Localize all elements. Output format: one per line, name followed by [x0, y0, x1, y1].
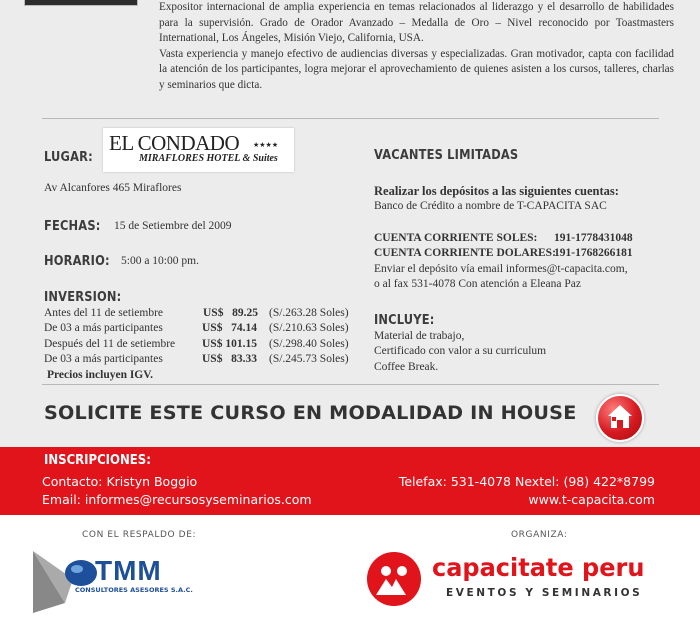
home-icon-glyph	[598, 396, 642, 440]
bank-name: Banco de Crédito a nombre de T-CAPACITA SAC	[374, 200, 607, 212]
dolares-account-label: CUENTA CORRIENTE DOLARES:	[374, 247, 556, 259]
price-desc: De 03 a más participantes	[44, 322, 163, 334]
respaldo-label: CON EL RESPALDO DE:	[82, 530, 197, 540]
organiza-label: ORGANIZA:	[511, 530, 568, 540]
speaker-bio	[159, 0, 674, 93]
deposit-note-1: Enviar el depósito vía email informes@t-capacita.com,	[374, 263, 628, 275]
price-soles: (S/.210.63 Soles)	[269, 322, 349, 334]
tmm-logo	[33, 549, 203, 615]
price-usd: US$ 89.25	[203, 307, 258, 319]
price-usd: US$ 74.14	[202, 322, 257, 334]
soles-account-number: 191-1778431048	[554, 232, 633, 244]
soles-account-label: CUENTA CORRIENTE SOLES:	[374, 232, 538, 244]
price-soles: (S/.298.40 Soles)	[269, 338, 349, 350]
venue-logo-stars: ★★★★	[253, 141, 279, 149]
capacitate-logo-text: capacitate peru	[432, 553, 645, 582]
deposit-note-2: o al fax 531-4078 Con atención a Eleana Paz	[374, 278, 581, 290]
lugar-label: LUGAR:	[44, 150, 93, 165]
price-soles: (S/.245.73 Soles)	[269, 353, 349, 365]
incluye-item: Coffee Break.	[374, 361, 439, 373]
price-row	[44, 353, 364, 368]
bio-paragraph-1: Expositor internacional de amplia experiencia en temas relacionados al liderazgo y el desarrollo de habilidades para la supervisión. Grado de Orador Avanzado – Medalla de Oro – Nivel reconocido por Toastmasters International, Los Ángeles, Misión Viejo, California, USA.	[159, 1, 674, 44]
capacitate-logo-sub: EVENTOS Y SEMINARIOS	[446, 587, 643, 599]
price-desc: Antes del 11 de setiembre	[44, 307, 164, 319]
website-link[interactable]: www.t-capacita.com	[528, 492, 655, 507]
bio-paragraph-2: Vasta experiencia y manejo efectivo de audiencias diversas y especializadas. Gran motivador, capta con facilidad la atención de los participantes, logra mejorar el aprovechamiento de quienes asisten a los cursos, talleres, charlas y seminarios que dicta.	[159, 47, 674, 91]
price-desc: De 03 a más participantes	[44, 353, 163, 365]
price-soles: (S/.263.28 Soles)	[269, 307, 349, 319]
fechas-value: 15 de Setiembre del 2009	[114, 220, 232, 232]
capacitate-logo-mark	[366, 551, 422, 607]
vacantes-label: VACANTES LIMITADAS	[374, 148, 519, 163]
speaker-photo	[24, 0, 138, 6]
contact-name: Contacto: Kristyn Boggio	[42, 474, 198, 489]
fechas-label: FECHAS:	[44, 219, 101, 234]
contact-telefax: Telefax: 531-4078 Nextel: (98) 422*8799	[398, 474, 655, 489]
price-usd: US$ 101.15	[202, 338, 257, 350]
price-usd: US$ 83.33	[202, 353, 257, 365]
incluye-item: Material de trabajo,	[374, 330, 465, 342]
price-row	[44, 307, 364, 322]
venue-address: Av Alcanfores 465 Miraflores	[44, 182, 182, 194]
in-house-title: SOLICITE ESTE CURSO EN MODALIDAD IN HOUSE	[44, 402, 577, 424]
price-row	[44, 322, 364, 337]
capacitate-logo	[366, 551, 676, 607]
igv-note: Precios incluyen IGV.	[47, 369, 153, 381]
divider	[42, 118, 659, 119]
divider	[42, 384, 659, 385]
horario-value: 5:00 a 10:00 pm.	[121, 255, 199, 267]
dolares-account-number: 191-1768266181	[554, 247, 633, 259]
tmm-logo-sub: CONSULTORES ASESORES S.A.C.	[75, 586, 193, 594]
contact-email[interactable]: Email: informes@recursosyseminarios.com	[42, 492, 312, 507]
venue-logo-sub: MIRAFLORES HOTEL & Suites	[139, 153, 278, 164]
price-row	[44, 338, 364, 353]
depositos-title: Realizar los depósitos a las siguientes cuentas:	[374, 184, 619, 198]
venue-logo-main: EL CONDADO	[109, 131, 240, 155]
incluye-item: Certificado con valor a su curriculum	[374, 345, 547, 357]
tmm-logo-text: TMM	[95, 555, 162, 586]
horario-label: HORARIO:	[44, 254, 110, 269]
inversion-label: INVERSION:	[44, 290, 122, 305]
inscripciones-title: INSCRIPCIONES:	[44, 453, 151, 468]
venue-logo	[103, 128, 294, 172]
price-desc: Después del 11 de setiembre	[44, 338, 176, 350]
incluye-label: INCLUYE:	[374, 313, 435, 328]
home-icon[interactable]	[596, 394, 644, 442]
